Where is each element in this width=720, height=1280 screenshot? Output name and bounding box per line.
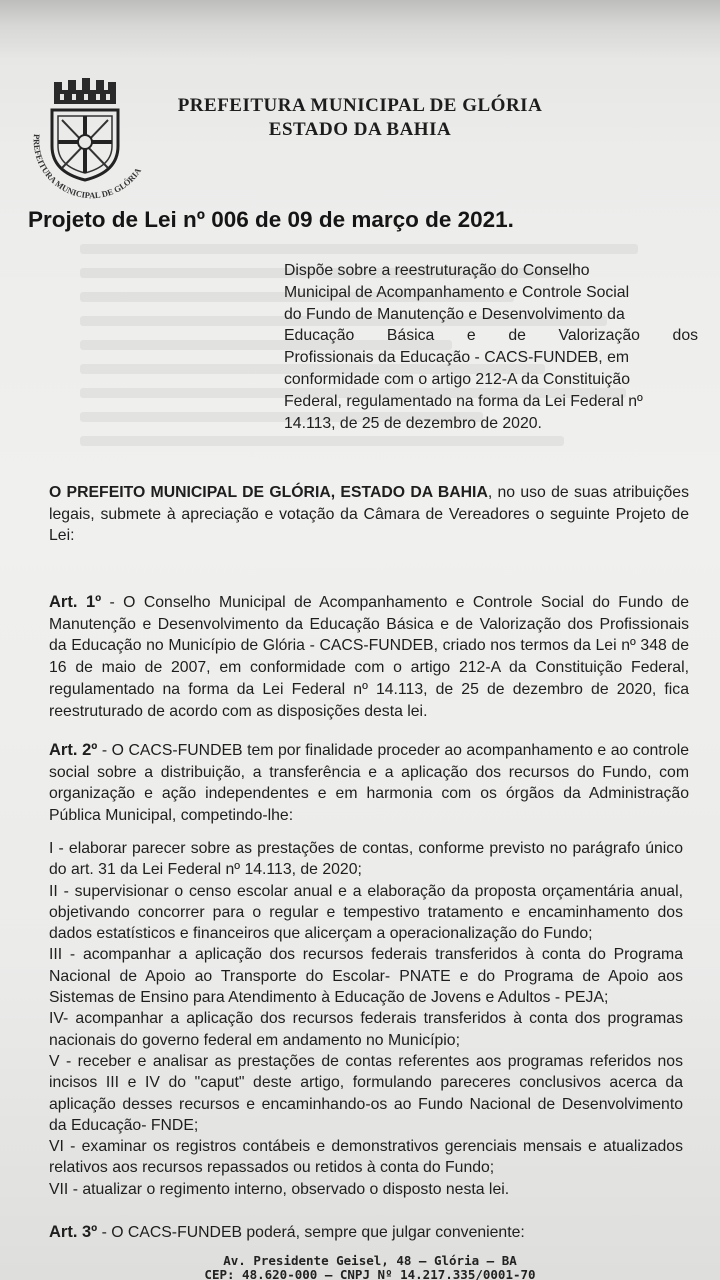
svg-text:PREFEITURA MUNICIPAL DE GLÓRIA: PREFEITURA MUNICIPAL DE GLÓRIA	[31, 133, 143, 201]
footer-address	[200, 1254, 540, 1280]
incisos-list	[49, 838, 683, 1200]
intro-paragraph	[49, 482, 689, 547]
ementa-line: do Fundo de Manutenção e Desenvolvimento da	[284, 305, 625, 323]
letterhead-line-2: ESTADO DA BAHIA	[268, 119, 452, 140]
ementa-line: 14.113, de 25 de dezembro de 2020.	[284, 414, 542, 432]
ementa-line: Profissionais da Educação - CACS-FUNDEB, em	[284, 349, 630, 367]
ementa-line: Municipal de Acompanhamento e Controle Social	[284, 283, 630, 301]
article-3-text: - O CACS-FUNDEB poderá, sempre que julgar conveniente:	[97, 1224, 525, 1241]
inciso-item: VII - atualizar o regimento interno, observado o disposto nesta lei.	[49, 1180, 510, 1198]
inciso-item: II - supervisionar o censo escolar anual e a elaboração da proposta orçamentária anual, objetivando concorrer para o regular e tempestivo tratamento e encaminhamento dos dados estatísticos e financeiros que alicerçam a operacionalização do Fundo;	[49, 882, 683, 943]
article-1-label: Art. 1º	[49, 593, 102, 611]
municipal-seal-icon	[22, 76, 160, 208]
letterhead	[160, 94, 560, 142]
ementa-block	[284, 260, 698, 434]
document-title: Projeto de Lei nº 006 de 09 de março de 2021.	[28, 207, 514, 232]
ementa-line: Federal, regulamentado na forma da Lei Federal nº	[284, 392, 643, 410]
article-3	[49, 1222, 689, 1244]
letterhead-line-1: PREFEITURA MUNICIPAL DE GLÓRIA	[177, 95, 543, 116]
inciso-item: I - elaborar parecer sobre as prestações de contas, conforme previsto no parágrafo único do art. 31 da Lei Federal nº 14.113, de 2020;	[49, 840, 683, 879]
article-2	[49, 740, 689, 827]
inciso-item: VI - examinar os registros contábeis e demonstrativos gerenciais mensais e atualizados relativos aos recursos repassados ou retidos à conta do Fundo;	[49, 1138, 683, 1177]
ementa-line: Dispõe sobre a reestruturação do Conselho	[284, 262, 590, 279]
intro-bold: O PREFEITO MUNICIPAL DE GLÓRIA, ESTADO DA BAHIA	[49, 484, 488, 501]
inciso-item: V - receber e analisar as prestações de contas referentes aos programas referidos nos incisos III e IV do "caput" deste artigo, formulando pareceres conclusivos acerca da aplicação desses recursos e encaminhando-os ao Fundo Nacional de Desenvolvimento da Educação- FNDE;	[49, 1052, 683, 1134]
article-2-label: Art. 2º	[49, 741, 98, 759]
inciso-item: IV- acompanhar a aplicação dos recursos federais transferidos à conta dos programas nacionais do governo federal em andamento no Município;	[49, 1010, 683, 1049]
inciso-item: III - acompanhar a aplicação dos recursos federais transferidos à conta do Programa Nacional de Apoio ao Transporte do Escolar- PNATE e do Programa de Apoio aos Sistemas de Ensino para Atendimento à Educação de Jovens e Adultos - PEJA;	[49, 946, 683, 1007]
ementa-line: conformidade com o artigo 212-A da Constituição	[284, 370, 630, 388]
article-3-label: Art. 3º	[49, 1223, 98, 1241]
intro-text: , no uso de suas atribuições legais, submete à apreciação e votação da Câmara de Vereadores o seguinte Projeto de Lei:	[49, 484, 689, 545]
article-2-text: - O CACS-FUNDEB tem por finalidade proceder ao acompanhamento e ao controle social sobre a distribuição, a transferência e a aplicação dos recursos do Fundo, com organização e ação independentes e em harmonia com os órgãos da Administração Pública Municipal, competindo-lhe:	[49, 742, 689, 825]
article-1-text: - O Conselho Municipal de Acompanhamento e Controle Social do Fundo de Manutenção e Desenvolvimento da Educação Básica e de Valorização dos Profissionais da Educação no Município de Glória - CACS-FUNDEB, criado nos termos da Lei nº 348 de 16 de maio de 2007, em conformidade com o artigo 212-A da Constituição Federal, regulamentado na forma da Lei Federal nº 14.113, de 25 de dezembro de 2020, fica reestruturado de acordo com as disposições desta lei.	[49, 594, 689, 720]
footer-address-line: Av. Presidente Geisel, 48 – Glória – BA	[223, 1253, 517, 1268]
ementa-line: Educação Básica e de Valorização dos	[284, 327, 698, 345]
article-1	[49, 592, 689, 722]
footer-cep-line: CEP: 48.620-000 – CNPJ Nº 14.217.335/0001-70	[204, 1267, 536, 1280]
